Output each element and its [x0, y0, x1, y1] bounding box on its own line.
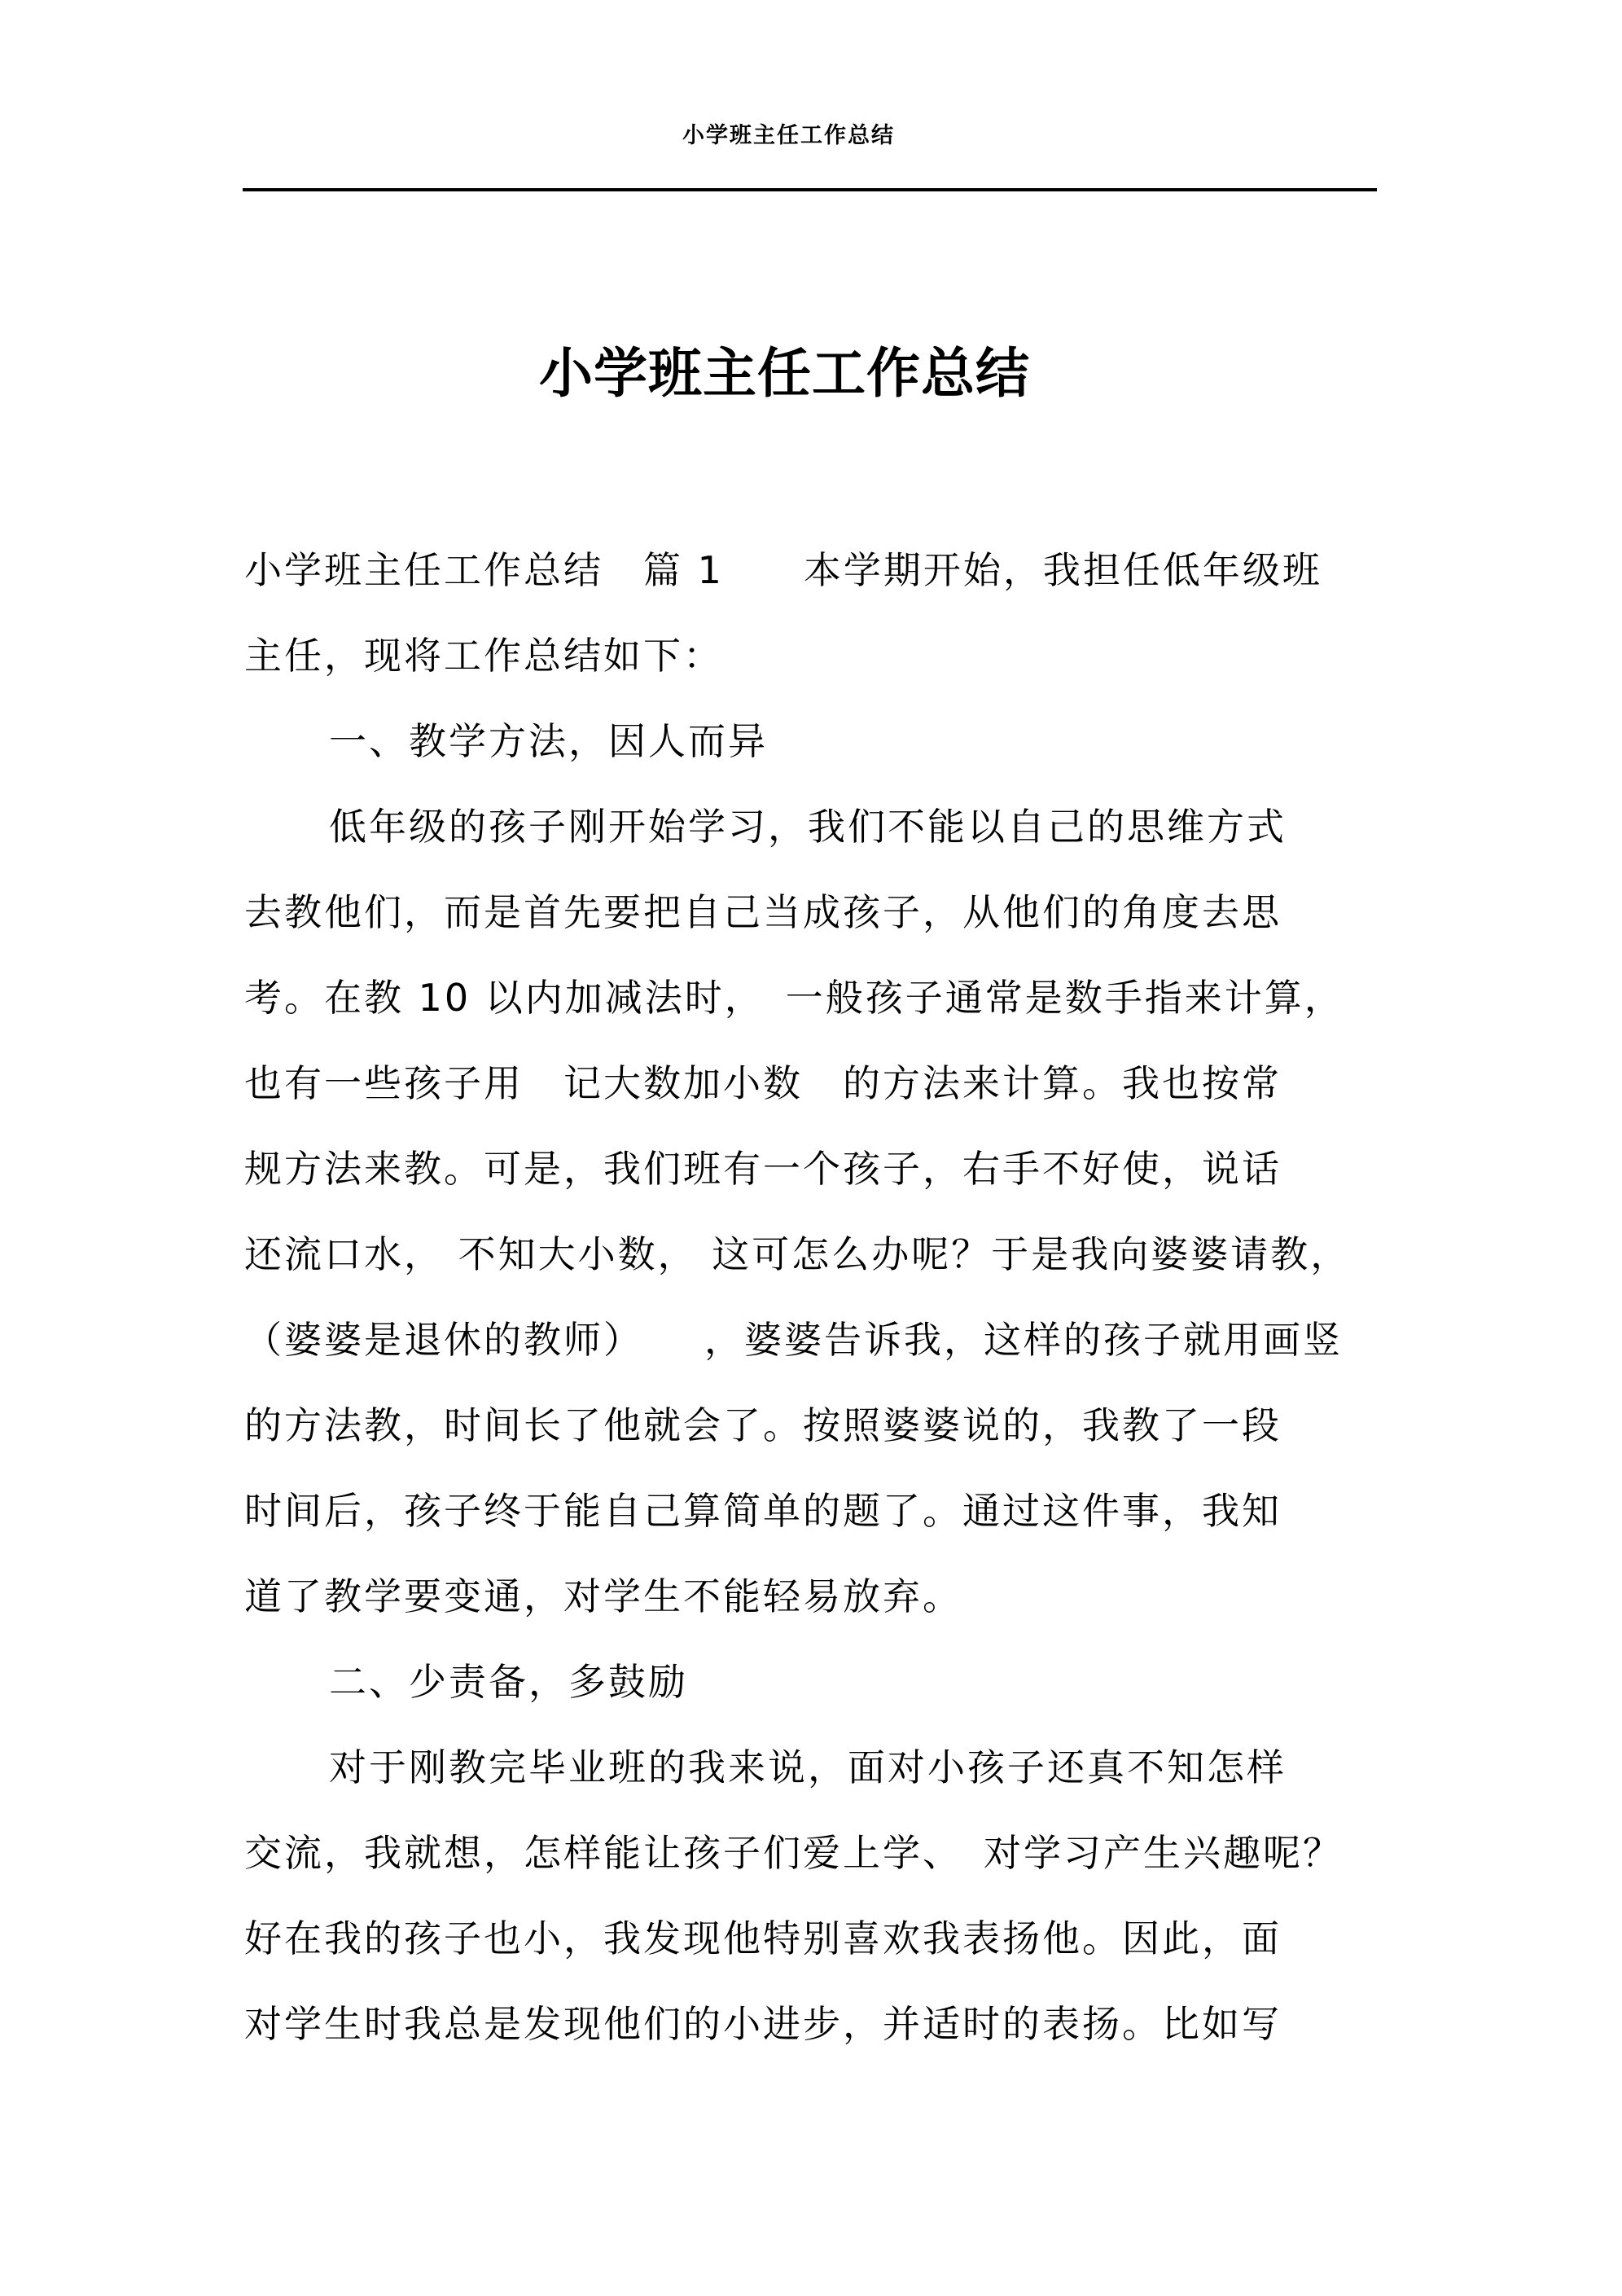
doc-line-section-heading: 二、少责备，多鼓励 [329, 1660, 688, 1704]
doc-line: 也有一些孩子用 记大数加小数 的方法来计算。我也按常 [244, 1061, 1282, 1105]
doc-line: 低年级的孩子刚开始学习，我们不能以自己的思维方式 [329, 805, 1287, 849]
doc-line: 去教他们，而是首先要把自己当成孩子，从他们的角度去思 [244, 890, 1282, 934]
document-body [244, 528, 1417, 2067]
doc-line: 交流，我就想，怎样能让孩子们爱上学、 对学习产生兴趣呢？ [244, 1831, 1343, 1875]
doc-line: 道了教学要变通，对学生不能轻易放弃。 [244, 1574, 962, 1618]
doc-line: （婆婆是退休的教师） ，婆婆告诉我，这样的孩子就用画竖 [244, 1318, 1343, 1362]
doc-line: 的方法教，时间长了他就会了。按照婆婆说的，我教了一段 [244, 1403, 1282, 1447]
doc-line: 好在我的孩子也小，我发现他特别喜欢我表扬他。因此，面 [244, 1916, 1282, 1960]
doc-line: 小学班主任工作总结 篇 1 本学期开始，我担任低年级班 [244, 548, 1322, 592]
header-divider-rule [243, 188, 1377, 191]
doc-line: 考。在教 10 以内加减法时， 一般孩子通常是数手指来计算， [244, 976, 1344, 1020]
running-header: 小学班主任工作总结 [682, 123, 895, 148]
doc-line: 还流口水， 不知大小数， 这可怎么办呢？于是我向婆婆请教， [244, 1232, 1351, 1276]
doc-line: 主任，现将工作总结如下： [244, 634, 723, 678]
doc-line: 对于刚教完毕业班的我来说，面对小孩子还真不知怎样 [329, 1745, 1287, 1789]
document-title: 小学班主任工作总结 [539, 342, 1030, 405]
doc-line-section-heading: 一、教学方法，因人而异 [329, 719, 768, 763]
doc-line: 规方法来教。可是，我们班有一个孩子，右手不好使，说话 [244, 1147, 1282, 1191]
doc-line: 时间后，孩子终于能自己算简单的题了。通过这件事，我知 [244, 1489, 1282, 1533]
doc-line: 对学生时我总是发现他们的小进步，并适时的表扬。比如写 [244, 2002, 1282, 2046]
